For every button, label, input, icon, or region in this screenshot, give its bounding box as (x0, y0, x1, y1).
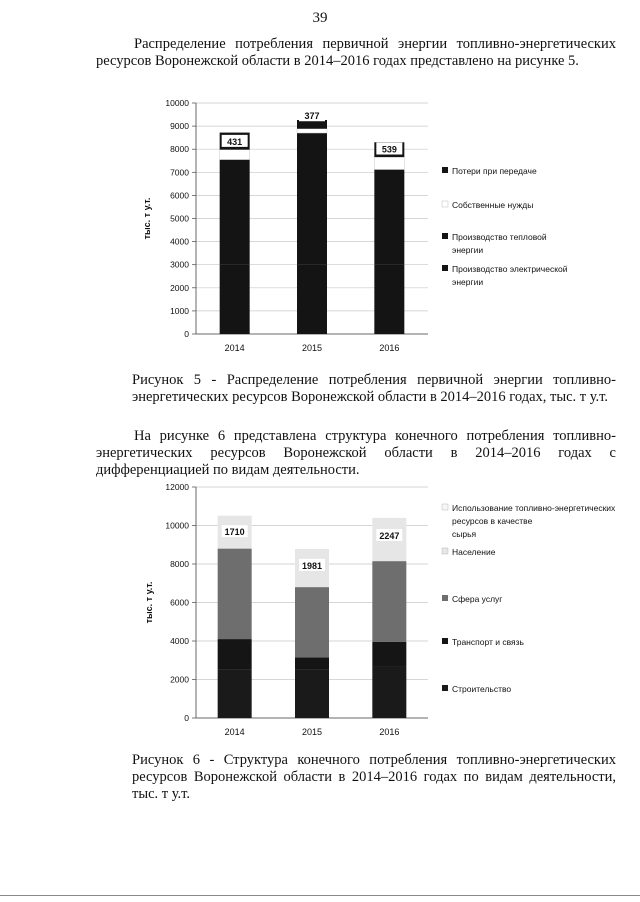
y-tick-label: 10000 (165, 98, 189, 108)
y-tick-label: 8000 (170, 144, 189, 155)
y-tick-label: 0 (184, 713, 189, 723)
data-label: 431 (227, 136, 243, 147)
data-label: 1981 (301, 560, 323, 571)
x-tick-label: 2015 (301, 727, 323, 737)
legend-swatch (442, 233, 448, 239)
x-tick-label: 2015 (301, 343, 323, 353)
page-number: 39 (312, 10, 328, 26)
data-label: 377 (304, 111, 320, 122)
chart-figure-6 (0, 478, 640, 740)
legend-swatch (442, 685, 448, 691)
bar-segment (297, 120, 327, 129)
bar-segment (372, 642, 406, 666)
bar-segment (374, 265, 404, 334)
y-tick-label: 2000 (170, 282, 189, 293)
bar-segment (374, 157, 404, 169)
chart-figure-5 (0, 94, 640, 362)
y-tick-label: 10000 (165, 520, 189, 531)
y-tick-label: 6000 (170, 597, 189, 608)
y-tick-label: 1000 (170, 305, 189, 316)
y-tick-label: 0 (184, 329, 189, 339)
bar-segment (297, 265, 327, 334)
page-bottom-rule (0, 895, 640, 896)
legend-label: Производство тепловой энергии (452, 232, 547, 255)
legend-label: Транспорт и связь (452, 637, 524, 647)
data-label: 539 (381, 144, 397, 155)
legend-label: Производство электрической энергии (452, 264, 568, 287)
bar-segment (220, 160, 250, 265)
legend-label: Использование топливно-энергетических ресурсов в качестве сырья (452, 503, 616, 539)
y-tick-label: 4000 (170, 236, 189, 247)
legend-swatch (442, 265, 448, 271)
y-tick-label: 8000 (170, 559, 189, 569)
y-axis-title: тыс. т у.т. (142, 197, 152, 240)
bar-segment (297, 129, 327, 133)
bar-segment (374, 170, 404, 265)
x-tick-label: 2016 (379, 727, 400, 737)
legend-label: Население (452, 547, 496, 557)
y-tick-label: 12000 (165, 482, 189, 492)
legend-label: Потери при передаче (452, 166, 537, 176)
bar-segment (295, 587, 329, 657)
bar-segment (372, 666, 406, 718)
x-tick-label: 2014 (224, 343, 245, 353)
y-tick-label: 4000 (170, 636, 189, 646)
legend-label: Собственные нужды (452, 200, 534, 210)
y-tick-label: 6000 (170, 190, 189, 201)
y-tick-label: 5000 (170, 213, 189, 224)
x-tick-label: 2014 (224, 727, 245, 737)
caption-figure-6: Рисунок 6 - Структура конечного потребления топливно-энергетических ресурсов Воронежской области в 2014–2016 годах по видам деятельности, тыс. т у.т. (132, 752, 616, 802)
data-label: 1710 (224, 527, 245, 538)
intro-paragraph-figure-5: Распределение потребления первичной энергии топливно-энергетических ресурсов Воронежской области в 2014–2016 годах представлено на рисунке 5. (96, 36, 616, 69)
bar-segment (297, 133, 327, 265)
legend-label: Сфера услуг (452, 594, 503, 604)
intro-paragraph-figure-6: На рисунке 6 представлена структура конечного потребления топливно-энергетических ресурсов Воронежской области в 2014–2016 годах с дифференциацией по видам деятельности. (96, 428, 616, 478)
x-tick-label: 2016 (379, 343, 400, 353)
legend-swatch (442, 167, 448, 173)
legend-swatch (442, 638, 448, 644)
caption-figure-5: Рисунок 5 - Распределение потребления первичной энергии топливно-энергетических ресурсов Воронежской области в 2014–2016 годах, тыс. т у.т. (132, 372, 616, 405)
legend-swatch (442, 504, 448, 510)
legend-swatch (442, 548, 448, 554)
y-tick-label: 9000 (170, 121, 189, 132)
bar-segment (218, 639, 252, 670)
bar-segment (295, 657, 329, 670)
y-tick-label: 7000 (170, 167, 189, 178)
legend-swatch (442, 201, 448, 207)
bar-segment (220, 265, 250, 334)
bar-segment (295, 670, 329, 718)
bar-segment (372, 561, 406, 642)
y-axis-title: тыс. т у.т. (144, 581, 154, 624)
y-tick-label: 2000 (170, 674, 189, 685)
bar-segment (218, 549, 252, 639)
data-label: 2247 (379, 531, 400, 542)
bar-segment (218, 670, 252, 718)
bar-segment (220, 150, 250, 160)
legend-swatch (442, 595, 448, 601)
legend-label: Строительство (452, 684, 512, 694)
y-tick-label: 3000 (170, 259, 189, 270)
